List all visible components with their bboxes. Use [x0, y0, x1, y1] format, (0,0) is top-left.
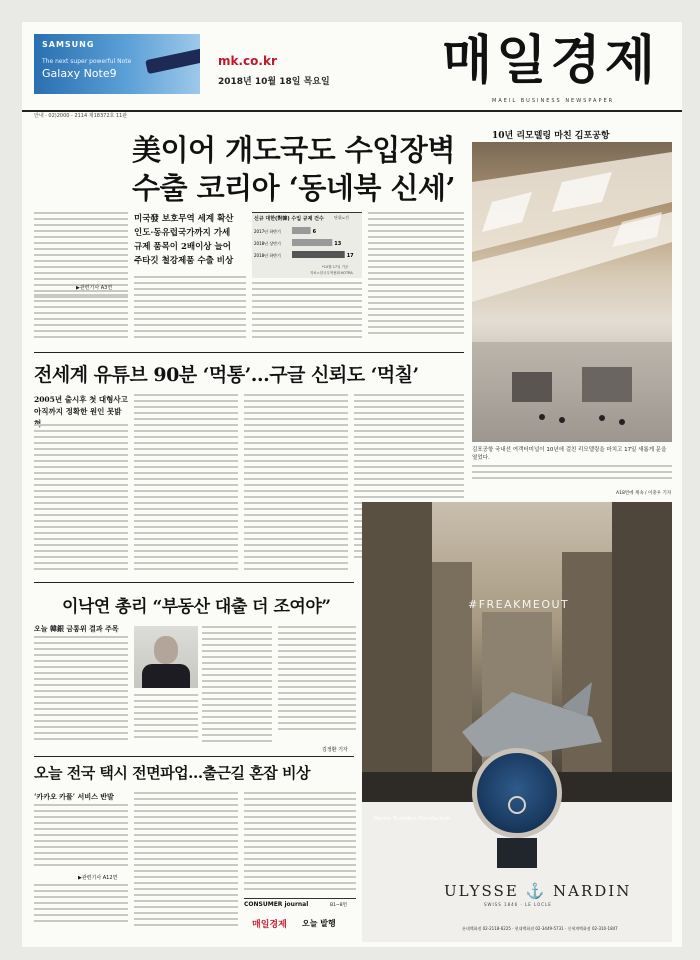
lead-see-page[interactable]: ▶관련기사 A3면 — [76, 285, 113, 291]
youtube-body-col-3 — [244, 394, 348, 574]
chart-bar — [292, 239, 332, 246]
chart-value-label: 13 — [334, 241, 342, 247]
section-rule-2 — [34, 582, 354, 583]
consumer-label: CONSUMER journal — [244, 901, 309, 908]
watch-strap — [497, 838, 537, 868]
photo-caption-text: 김포공항 국내선 여객터미널이 10년에 걸친 리모델링을 마치고 17일 새롭게 문을 열었다. — [472, 447, 667, 461]
portrait-face — [154, 636, 178, 664]
ad-brand: SAMSUNG — [42, 40, 95, 49]
youtube-body-col-2 — [134, 394, 238, 574]
ad-product: Galaxy Note9 — [42, 67, 117, 80]
lee-body-col-1 — [34, 636, 128, 750]
lead-headline-1[interactable]: 美이어 개도국도 수입장벽 — [132, 133, 455, 167]
ad-boutiques: 롯데백화점 02-2118-6225 · 현대백화점 02-3449-5731 · 신세계백화점 02-310-1847 — [462, 926, 618, 931]
phone-image — [145, 48, 200, 74]
section-rule-1 — [34, 352, 464, 353]
footer-brand-suffix: 오늘 발행 — [302, 919, 336, 928]
youtube-headline[interactable]: 전세계 유튜브 90분 ‘먹통’…구글 신뢰도 ‘먹칠’ — [34, 364, 419, 386]
chart-bar — [292, 227, 311, 234]
lead-sub-1: 미국發 보호무역 세계 확산 — [134, 214, 234, 224]
chart-title: 신규 대한(對韓) 수입 규제 건수 — [254, 216, 324, 222]
lee-body-col-2b — [134, 694, 198, 750]
chart-category-label: 2018년 상반기 — [254, 241, 281, 246]
lead-body-col-1b — [34, 294, 128, 346]
newspaper-page — [22, 22, 682, 947]
watch-case — [472, 748, 562, 838]
taxi-body-col-2 — [134, 792, 238, 930]
taxi-body-col-3 — [244, 792, 356, 896]
chart-value-label: 17 — [346, 253, 354, 259]
masthead-logo: 매일경제 — [442, 31, 659, 91]
lead-sub-3: 규제 품목이 2배이상 늘어 — [134, 242, 231, 252]
taxi-headline[interactable]: 오늘 전국 택시 전면파업…출근길 혼잡 비상 — [34, 764, 310, 782]
youtube-sub-2: 아직까지 정확한 원인 못밝 — [34, 407, 122, 416]
lead-body-col-2 — [134, 276, 246, 346]
section-rule-3 — [34, 756, 354, 757]
chart-category-label: 2017년 하반기 — [254, 229, 281, 234]
portrait-body — [142, 664, 190, 688]
taxi-sub-1: ‘카카오 카풀’ 서비스 반발 — [34, 792, 114, 801]
gimpo-airport-photo[interactable] — [472, 142, 672, 442]
chart-unit: 단위=건 — [334, 215, 349, 220]
ad-brand-sub: SWISS 1846 · LE LOCLE — [484, 902, 552, 907]
lee-credit: 김정환 기자 — [322, 747, 348, 753]
footer-brand: 매일경제 — [252, 920, 287, 930]
lead-headline-2[interactable]: 수출 코리아 ‘동네북 신세’ — [132, 171, 456, 205]
samsung-ad-banner[interactable] — [34, 34, 200, 94]
lead-sub-4: 주타깃 철강제품 수출 비상 — [134, 256, 234, 266]
lee-headline[interactable]: 이낙연 총리 “부동산 대출 더 조여야” — [62, 597, 331, 617]
consumer-journal-box[interactable] — [244, 898, 356, 934]
lee-portrait — [134, 626, 198, 688]
chart-note: *10월 17일 기준 — [322, 265, 349, 269]
lead-sub-2: 인도·동유럽국가까지 가세 — [134, 228, 231, 238]
chart-svg — [252, 223, 362, 269]
youtube-sub-1: 2005년 출시후 첫 대형사고 — [34, 395, 128, 404]
chart-category-label: 2018년 하반기 — [254, 253, 281, 258]
photo-credit: A18면에 계속 / 이충우 기자 — [616, 491, 672, 496]
watch-caption: Marine Tourbillon Manufacture — [374, 816, 450, 822]
ulysse-nardin-ad[interactable] — [362, 502, 672, 942]
lee-body-col-2 — [202, 626, 272, 750]
chart-bar — [292, 251, 345, 258]
consumer-sub: B1~8면 — [330, 903, 347, 908]
info-line: 안내 · 02)2000 - 2114 제18372호 11판 — [34, 113, 128, 119]
lead-body-col-4 — [368, 212, 464, 346]
lead-subheads — [134, 212, 246, 268]
lee-body-col-3 — [278, 626, 356, 740]
youtube-body-col-1 — [34, 424, 128, 574]
watch-tourbillon — [508, 796, 526, 814]
chart-value-label: 6 — [312, 229, 317, 235]
masthead-logo-en: MAEIL BUSINESS NEWSPAPER — [492, 98, 615, 104]
issue-date: 2018년 10월 18일 목요일 — [218, 77, 330, 87]
photo-title: 10년 리모델링 마친 김포공항 — [492, 131, 610, 141]
taxi-body-col-1 — [34, 804, 128, 872]
taxi-see-page[interactable]: ▶관련기사 A12면 — [78, 875, 118, 881]
lee-sub-1: 오늘 韓銀 금통위 결과 주목 — [34, 624, 119, 633]
photo-caption — [472, 446, 672, 494]
ad-tagline: The next super powerful Note — [42, 58, 132, 65]
chart-source: 자료=한국무역협회·KOTRA — [310, 271, 353, 275]
watch-image — [462, 738, 572, 868]
lead-body-col-3 — [252, 282, 362, 346]
site-url[interactable]: mk.co.kr — [218, 54, 277, 68]
ad-hashtag: #FREAKMEOUT — [468, 598, 570, 611]
airport-ceiling-art — [472, 142, 672, 442]
ad-brand-logo: ULYSSE ⚓ NARDIN — [444, 882, 632, 900]
taxi-body-col-1b — [34, 884, 128, 930]
import-regulation-chart — [252, 212, 362, 278]
